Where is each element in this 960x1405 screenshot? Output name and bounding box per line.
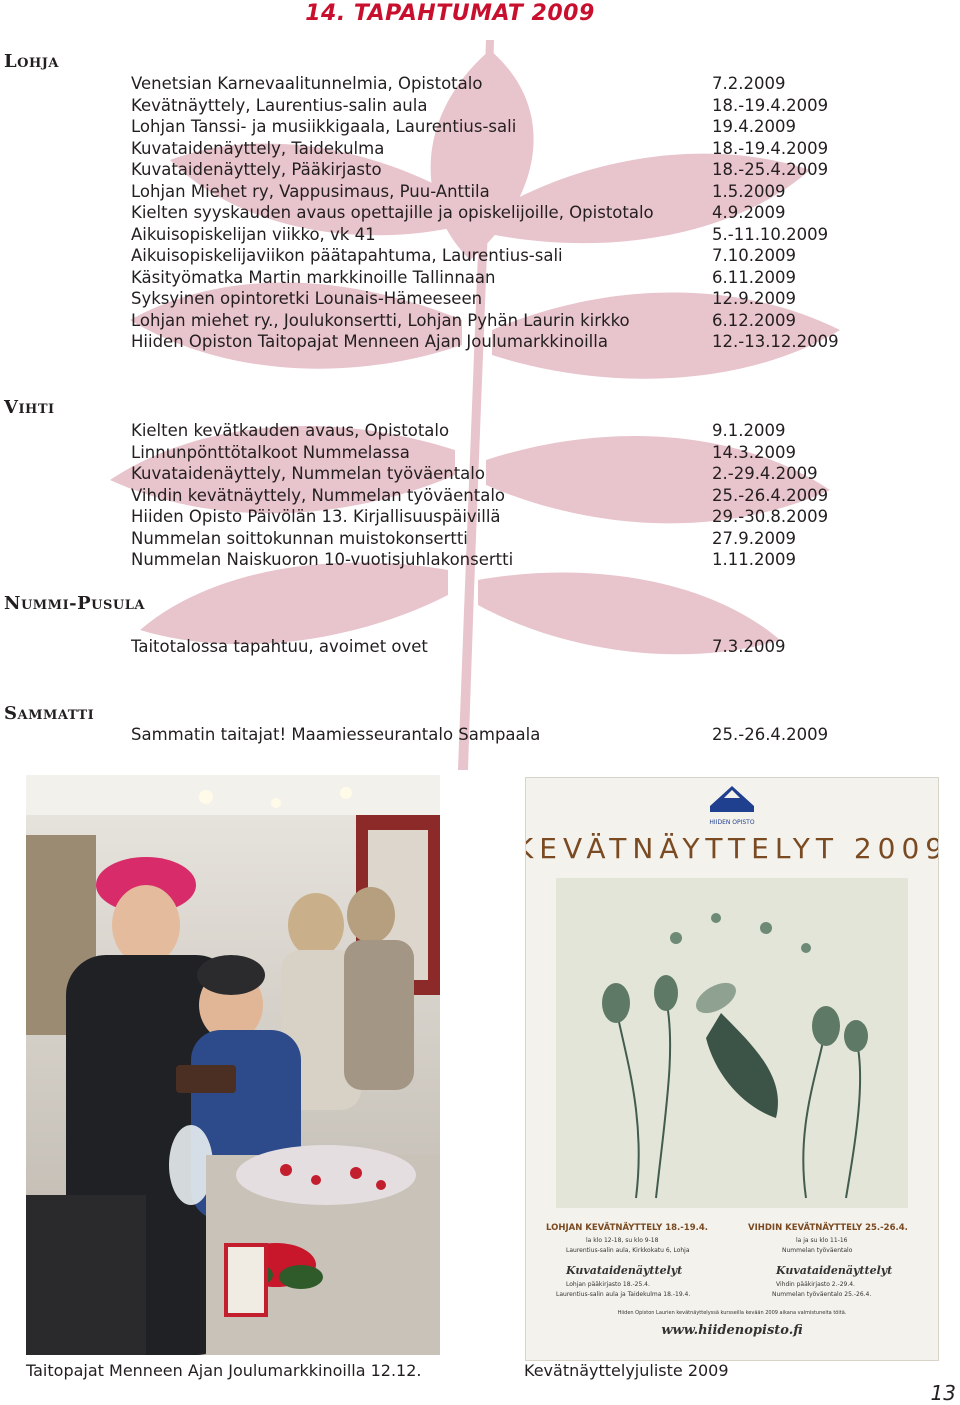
poster-footer: Hiiden Opiston Laurien kevätnäyttelyssä kursseilla kevään 2009 aikana valmistuneita töitä. [617,1310,847,1316]
hiiden-opisto-logo [710,786,754,812]
event-row [131,224,931,246]
event-row [131,528,931,550]
section-label-lohja: Lohja [4,51,60,72]
event-row [131,288,931,310]
exhibition-poster [526,778,938,1360]
event-row [131,724,931,746]
event-row [131,245,931,267]
event-row [131,485,931,507]
event-row [131,549,931,571]
event-name: Syksyinen opintoretki Lounais-Hämeeseen [131,289,483,308]
event-row [131,116,931,138]
event-date: 7.2.2009 [712,74,786,93]
event-row [131,420,931,442]
event-row [131,463,931,485]
event-name: Hiiden Opisto Päivölän 13. Kirjallisuuspäivillä [131,507,501,526]
event-date: 27.9.2009 [712,528,796,548]
poster-left-sub-dates: Lohjan pääkirjasto 18.-25.4. [566,1281,650,1288]
event-name: Lohjan Miehet ry, Vappusimaus, Puu-Anttila [131,181,490,201]
poster-illustration [526,778,938,1360]
page-number: 13 [930,1381,956,1405]
poster-right-place: Nummelan työväentalo [782,1247,853,1254]
event-date: 12.9.2009 [712,289,796,308]
section-label-nummi-pusula: Nummi-Pusula [4,593,145,614]
event-date: 1.11.2009 [712,550,796,569]
section-label-sammatti: Sammatti [4,703,95,724]
event-name: Venetsian Karnevaalitunnelmia, Opistotalo [131,74,483,93]
event-name: Lohjan Tanssi- ja musiikkigaala, Laurentius-sali [131,117,517,136]
event-list-nummi-pusula [131,636,931,658]
poster-right-title: VIHDIN KEVÄTNÄYTTELY 25.-26.4. [748,1223,908,1233]
event-list-sammatti [131,724,931,746]
event-name: Nummelan Naiskuoron 10-vuotisjuhlakonsertti [131,550,514,569]
event-row [131,506,931,528]
event-date: 25.-26.4.2009 [712,725,829,744]
event-date: 18.-25.4.2009 [712,160,829,179]
event-name: Kielten syyskauden avaus opettajille ja opiskelijoille, Opistotalo [131,203,654,222]
poster-left-sub-place: Laurentius-salin aula ja Taidekulma 18.-19.4. [556,1291,691,1298]
event-name: Sammatin taitajat! Maamiesseurantalo Sampaala [131,725,541,744]
event-row [131,159,931,181]
event-name: Kuvataidenäyttely, Taidekulma [131,138,385,158]
event-row [131,138,931,160]
event-name: Hiiden Opiston Taitopajat Menneen Ajan Joulumarkkinoilla [131,332,608,351]
christmas-market-photo [26,775,440,1355]
event-date: 18.-19.4.2009 [712,95,829,115]
event-date: 1.5.2009 [712,181,786,201]
poster-caption: Kevätnäyttelyjuliste 2009 [524,1361,729,1380]
event-date: 4.9.2009 [712,203,786,222]
poster-left-title: LOHJAN KEVÄTNÄYTTELY 18.-19.4. [546,1223,709,1233]
poster-org: HIIDEN OPISTO [709,819,755,826]
poster-url: www.hiidenopisto.fi [661,1323,803,1338]
event-row [131,202,931,224]
event-date: 6.11.2009 [712,267,796,287]
event-name: Vihdin kevätnäyttely, Nummelan työväentalo [131,485,506,505]
event-name: Kielten kevätkauden avaus, Opistotalo [131,421,450,440]
event-date: 19.4.2009 [712,117,796,136]
event-date: 7.10.2009 [712,246,796,265]
event-row [131,331,931,353]
event-date: 18.-19.4.2009 [712,138,829,158]
poster-left-sub: Kuvataidenäyttelyt [566,1264,683,1277]
event-date: 25.-26.4.2009 [712,485,829,505]
event-name: Linnunpönttötalkoot Nummelassa [131,442,410,462]
poster-right-sub-dates: Vihdin pääkirjasto 2.-29.4. [776,1281,855,1288]
event-list-vihti [131,420,931,571]
event-name: Kuvataidenäyttely, Nummelan työväentalo [131,464,485,483]
market-scene-illustration [26,775,440,1355]
event-name: Taitotalossa tapahtuu, avoimet ovet [131,637,428,656]
event-date: 5.-11.10.2009 [712,224,829,244]
event-name: Käsityömatka Martin markkinoille Tallinnaan [131,267,496,287]
event-name: Nummelan soittokunnan muistokonsertti [131,528,468,548]
event-name: Kuvataidenäyttely, Pääkirjasto [131,160,382,179]
poster-heading: KEVÄTNÄYTTELYT 2009 [526,832,938,865]
event-row [131,267,931,289]
event-list-lohja [131,73,931,353]
poster-right-sub-place: Nummelan työväentalo 25.-26.4. [772,1291,872,1298]
poster-right-sub: Kuvataidenäyttelyt [776,1264,893,1277]
event-name: Kevätnäyttely, Laurentius-salin aula [131,95,428,115]
poster-right-times: la ja su klo 11-16 [796,1237,848,1244]
event-date: 14.3.2009 [712,442,796,462]
section-label-vihti: Vihti [4,397,55,418]
event-name: Aikuisopiskelijan viikko, vk 41 [131,224,376,244]
event-row [131,181,931,203]
page-title: 14. TAPAHTUMAT 2009 [305,1,595,26]
event-date: 12.-13.12.2009 [712,332,839,351]
event-row [131,442,931,464]
event-name: Aikuisopiskelijaviikon päätapahtuma, Laurentius-sali [131,246,563,265]
event-date: 7.3.2009 [712,637,786,656]
event-row [131,73,931,95]
event-date: 2.-29.4.2009 [712,464,818,483]
event-row [131,95,931,117]
event-date: 29.-30.8.2009 [712,507,829,526]
poster-left-times: la klo 12-18, su klo 9-18 [586,1237,659,1244]
event-row [131,310,931,332]
event-row [131,636,931,658]
photo-caption: Taitopajat Menneen Ajan Joulumarkkinoilla 12.12. [26,1361,422,1380]
event-name: Lohjan miehet ry., Joulukonsertti, Lohjan Pyhän Laurin kirkko [131,310,630,330]
poster-left-place: Laurentius-salin aula, Kirkkokatu 6, Lohja [566,1247,690,1254]
event-date: 9.1.2009 [712,421,786,440]
event-date: 6.12.2009 [712,310,796,330]
